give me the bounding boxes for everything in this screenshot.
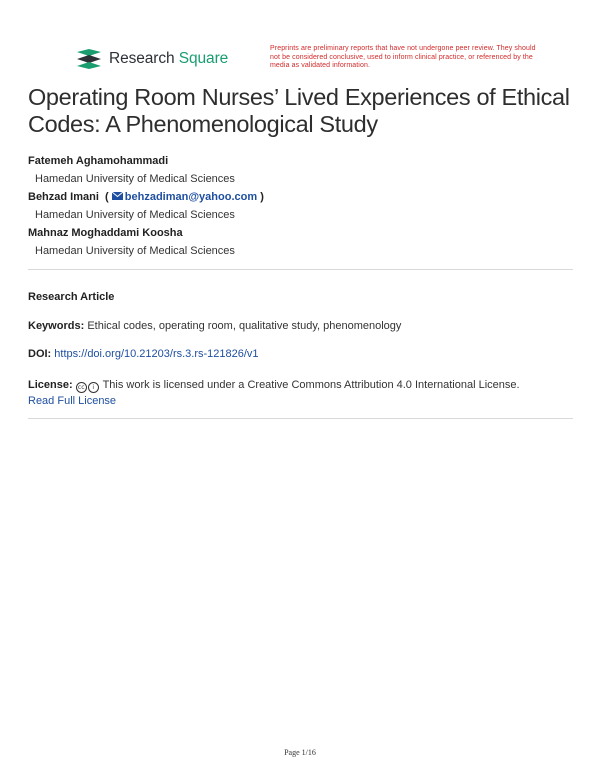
by-icon: i	[88, 382, 99, 393]
author-affiliation: Hamedan University of Medical Sciences	[35, 209, 235, 221]
logo-text: Research Square	[109, 50, 229, 67]
page-number: Page 1/16	[284, 748, 316, 757]
envelope-icon	[112, 192, 123, 200]
author-email: behzadiman@yahoo.com	[124, 191, 258, 203]
cc-icon: cc	[76, 382, 87, 393]
read-full-license-link[interactable]: Read Full License	[28, 395, 117, 407]
license-label: License:	[28, 379, 73, 391]
article-type: Research Article	[28, 291, 115, 303]
divider	[28, 269, 573, 270]
doi-label: DOI:	[28, 348, 52, 360]
keywords-value: Ethical codes, operating room, qualitative study, phenomenology	[87, 320, 402, 332]
keywords	[28, 318, 573, 334]
license-text: This work is licensed under a Creative Commons Attribution 4.0 International License.	[102, 379, 520, 391]
doi	[28, 346, 573, 362]
paren-close: )	[260, 191, 264, 203]
keywords-label: Keywords:	[28, 320, 85, 332]
author-name-text: Behzad Imani	[28, 191, 99, 203]
author-email-link[interactable]	[112, 191, 260, 203]
doi-link[interactable]: https://doi.org/10.21203/rs.3.rs-121826/v1	[54, 348, 259, 360]
author-affiliation: Hamedan University of Medical Sciences	[35, 173, 235, 185]
paren-open: (	[101, 191, 109, 203]
divider	[28, 418, 573, 419]
research-square-logo[interactable]	[75, 46, 228, 72]
license	[28, 377, 573, 409]
author-name: Fatemeh Aghamohammadi	[28, 155, 169, 167]
author-list	[28, 152, 573, 260]
page-title: Operating Room Nurses’ Lived Experiences of Ethical Codes: A Phenomenological Study	[28, 84, 570, 137]
author-affiliation: Hamedan University of Medical Sciences	[35, 245, 235, 257]
preprint-disclaimer: Preprints are preliminary reports that have not undergone peer review. They should not be considered conclusive, used to inform clinical practice, or referenced by the media as validated information.	[270, 45, 536, 70]
research-square-logo-icon	[75, 48, 103, 70]
author-name: Mahnaz Moghaddami Koosha	[28, 227, 183, 239]
author-name	[28, 188, 573, 206]
